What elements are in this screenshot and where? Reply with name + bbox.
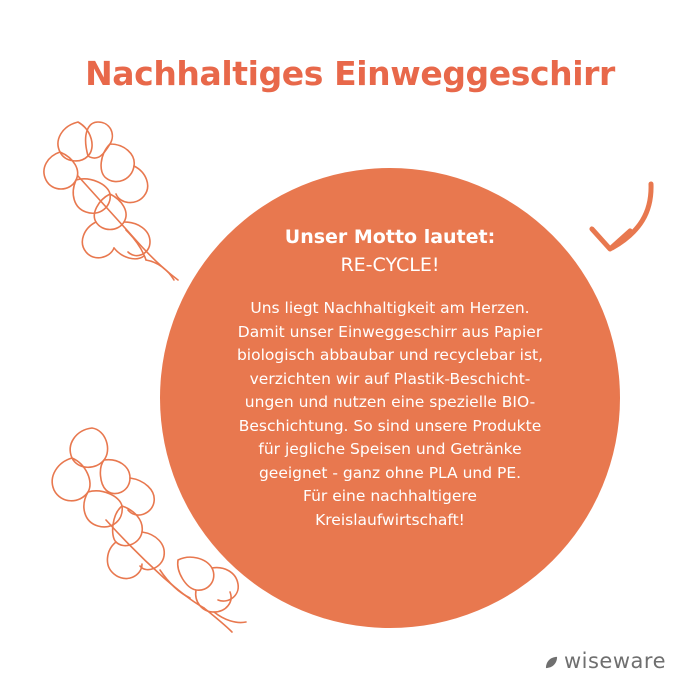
body-line: Für eine nachhaltigere <box>303 487 477 506</box>
body-line: Uns liegt Nachhaltigkeit am Herzen. <box>250 299 530 318</box>
body-line: ungen und nutzen eine spezielle BIO- <box>244 393 536 412</box>
body-line: Kreislaufwirtschaft! <box>315 511 465 530</box>
body-line: für jegliche Speisen und Getränke <box>258 440 522 459</box>
leaf-mark-icon <box>545 656 558 669</box>
body-line: Beschichtung. So sind unsere Produkte <box>238 416 542 435</box>
page-title: Nachhaltiges Einweggeschirr <box>85 54 615 93</box>
body-line: Damit unser Einweggeschirr aus Papier <box>237 322 543 341</box>
body-paragraph <box>204 297 576 532</box>
brand-logo <box>545 651 666 672</box>
body-line: geeignet - ganz ohne PLA und PE. <box>258 463 522 482</box>
brand-name: wiseware <box>563 649 666 673</box>
motto-heading <box>210 224 570 279</box>
body-line: verzichten wir auf Plastik-Beschicht- <box>249 369 531 388</box>
content-circle <box>160 168 620 628</box>
body-line: biologisch abbaubar und recyclebar ist, <box>236 346 544 365</box>
motto-line-1: Unser Motto lautet: <box>284 226 496 248</box>
motto-line-2: RE-CYCLE! <box>340 253 440 276</box>
